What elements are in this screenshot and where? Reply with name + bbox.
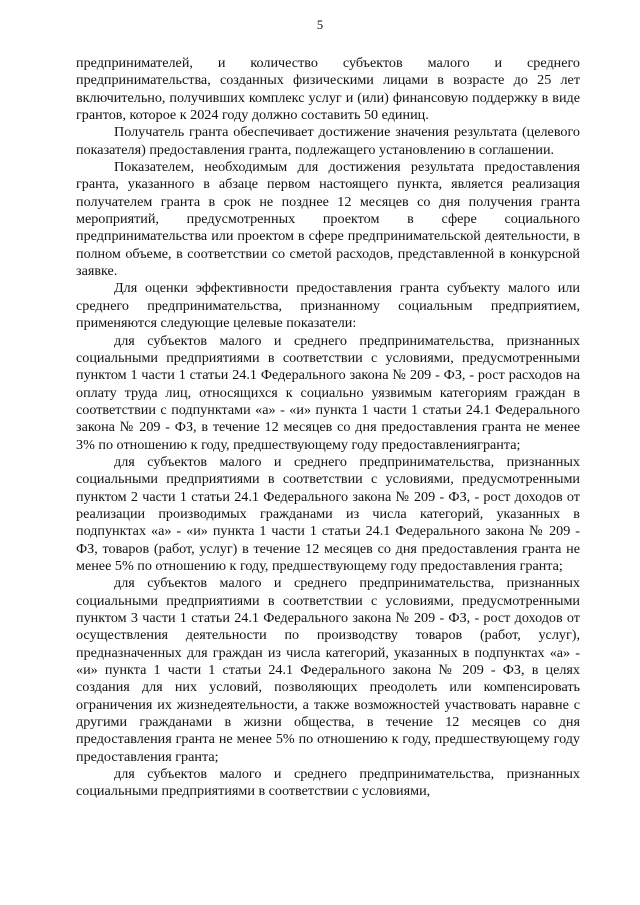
paragraph: для субъектов малого и среднего предпринимательства, признанных социальными предприятиями в соответствии с условиями, предусмотренными пунктом 2 части 1 статьи 24.1 Федерального закона № 209 - ФЗ, - рост доходов от реализации производимых гражданами из числа категорий, указанных в подпунктах «а» - «и» пункта 1 части 1 статьи 24.1 Федерального закона № 209 - ФЗ, товаров (работ, услуг) в течение 12 месяцев со дня предоставления гранта не менее 5% по отношению к году, предшествующему году предоставления гранта;	[76, 453, 580, 574]
paragraph: Показателем, необходимым для достижения результата предоставления гранта, указанного в абзаце первом настоящего пункта, является реализация получателем гранта в срок не позднее 12 месяцев со дня получения гранта мероприятий, предусмотренных проектом в сфере социального предпринимательства или проектом в сфере предпринимательской деятельности, в полном объеме, в соответствии со сметой расходов, представленной в конкурсной заявке.	[76, 159, 580, 280]
paragraph: предпринимателей, и количество субъектов малого и среднего предпринимательства, созданных физическими лицами в возрасте до 25 лет включительно, получивших комплекс услуг и (или) финансовую поддержку в виде грантов, которое к 2024 году должно составить 50 единиц.	[76, 55, 580, 124]
paragraph: Для оценки эффективности предоставления гранта субъекту малого или среднего предпринимательства, признанному социальным предприятием, применяются следующие целевые показатели:	[76, 280, 580, 332]
paragraph: для субъектов малого и среднего предпринимательства, признанных социальными предприятиями в соответствии с условиями, предусмотренными пунктом 3 части 1 статьи 24.1 Федерального закона № 209 - ФЗ, - рост доходов от осуществления деятельности по производству товаров (работ, услуг), предназначенных для граждан из числа категорий, указанных в подпунктах «а» - «и» пункта 1 части 1 статьи 24.1 Федерального закона № 209 - ФЗ, в целях создания для них условий, позволяющих преодолеть или компенсировать ограничения их жизнедеятельности, а также возможностей участвовать наравне с другими гражданами в жизни общества, в течение 12 месяцев со дня предоставления гранта не менее 5% по отношению к году, предшествующему году предоставления гранта;	[76, 575, 580, 765]
paragraph: Получатель гранта обеспечивает достижение значения результата (целевого показателя) предоставления гранта, подлежащего установлению в соглашении.	[76, 124, 580, 158]
paragraph: для субъектов малого и среднего предпринимательства, признанных социальными предприятиями в соответствии с условиями,	[76, 766, 580, 800]
document-body	[76, 55, 580, 801]
paragraph: для субъектов малого и среднего предпринимательства, признанных социальными предприятиями в соответствии с условиями, предусмотренными пунктом 1 части 1 статьи 24.1 Федерального закона № 209 - ФЗ, - рост расходов на оплату труда лиц, относящихся к социально уязвимым категориям граждан в соответствии с подпунктами «а» - «и» пункта 1 части 1 статьи 24.1 Федерального закона № 209 - ФЗ, в течение 12 месяцев со дня предоставления гранта не менее 3% по отношению к году, предшествующему году предоставлениягранта;	[76, 332, 580, 453]
page-number: 5	[316, 18, 324, 32]
